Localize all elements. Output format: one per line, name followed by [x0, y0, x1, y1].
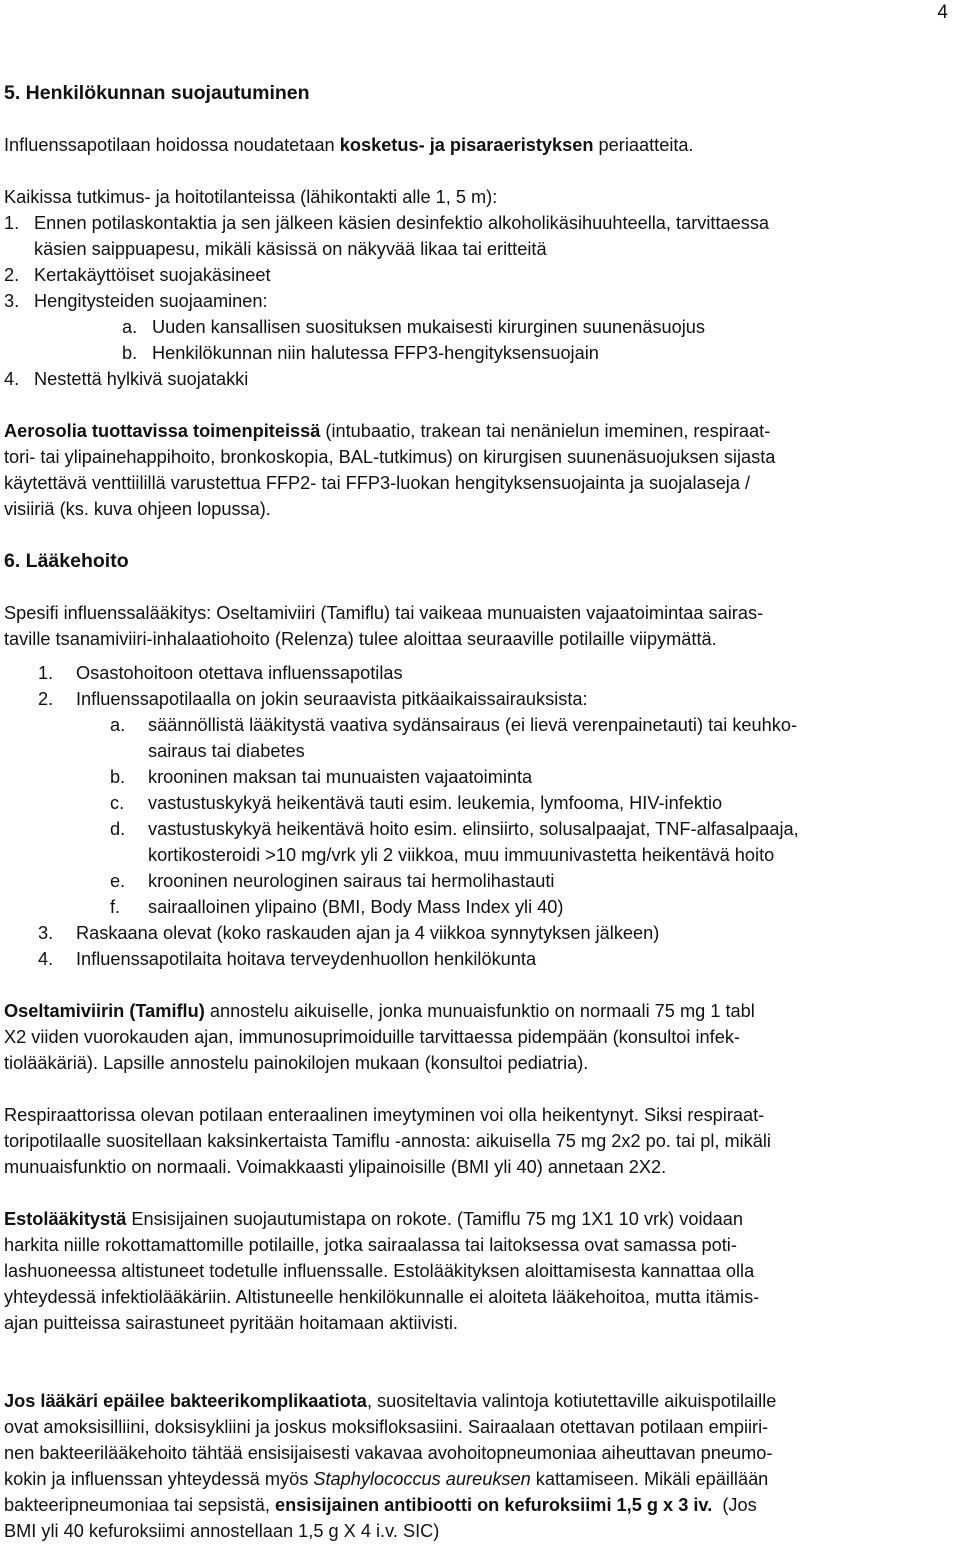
page-number: 4 — [937, 2, 948, 23]
jos-line-5c: (Jos — [712, 1495, 757, 1515]
specific-treatment-paragraph — [4, 600, 958, 652]
section-6-heading: 6. Lääkehoito — [4, 550, 129, 572]
condition-b: b. krooninen maksan tai munuaisten vajaatoiminta — [38, 764, 958, 790]
list-item-2 — [4, 262, 958, 288]
indication-1: 1. Osastohoitoon otettava influenssapotilas — [38, 660, 958, 686]
indication-text: Influenssapotilaita hoitava terveydenhuollon henkilökunta — [76, 949, 537, 969]
condition-text: sairaalloinen ylipaino (BMI, Body Mass Index yli 40) — [148, 897, 564, 917]
intro-bold: kosketus- ja pisaraeristyksen — [339, 135, 594, 155]
indication-text: Raskaana olevat (koko raskauden ajan ja 4 viikkoa synnytyksen jälkeen) — [76, 923, 660, 943]
item-text: Hengitysteiden suojaaminen: — [34, 291, 268, 311]
condition-e: e. krooninen neurologinen sairaus tai hermolihastauti — [38, 868, 958, 894]
aerosol-bold: Aerosolia tuottavissa toimenpiteissä — [4, 421, 321, 441]
bacterial-bold: Jos lääkäri epäilee bakteerikomplikaatiota — [4, 1391, 367, 1411]
p1-line-1: Spesifi influenssalääkitys: Oseltamiviiri (Tamiflu) tai vaikeaa munuaisten vajaatoimintaa sairas- — [4, 603, 764, 623]
condition-text: vastustuskykyä heikentävä hoito esim. elinsiirto, solusalpaajat, TNF-alfasalpaaja, — [148, 819, 799, 839]
staphylococcus-italic: Staphylococcus aureuksen — [313, 1469, 531, 1489]
condition-text: krooninen neurologinen sairaus tai hermolihastauti — [148, 871, 555, 891]
indication-2: 2. Influenssapotilaalla on jokin seuraavista pitkäaikaissairauksista: — [38, 686, 958, 712]
condition-f: f. sairaalloinen ylipaino (BMI, Body Mass Index yli 40) — [38, 894, 958, 920]
resp-line-3: munuaisfunktio on normaali. Voimakkaasti ylipainoisille (BMI yli 40) annetaan 2X2. — [4, 1157, 667, 1177]
situations-lead: Kaikissa tutkimus- ja hoitotilanteissa (lähikontakti alle 1, 5 m): — [4, 187, 498, 207]
item-letter: a. — [122, 317, 138, 337]
jos-line-6: BMI yli 40 kefuroksiimi annostellaan 1,5 g X 4 i.v. SIC) — [4, 1521, 440, 1541]
jos-line-4a: kokin ja influenssan yhteydessä myös — [4, 1469, 314, 1489]
jos-line-3: nen bakteerilääkehoito tähtää ensisijaisesti vakavaa avohoitopneumoniaa aiheuttavan pneumo- — [4, 1443, 773, 1463]
jos-line-5a: bakteeripneumoniaa tai sepsistä, — [4, 1495, 275, 1515]
respirator-paragraph — [4, 1102, 958, 1180]
aerosol-line-1: (intubaatio, trakean tai nenänielun imeminen, respiraat- — [320, 421, 771, 441]
esto-line-5: ajan puitteissa sairastuneet pyritään hoitamaan aktiivisti. — [4, 1313, 458, 1333]
item-text: Nestettä hylkivä suojatakki — [34, 369, 249, 389]
indication-text: Osastohoitoon otettava influenssapotilas — [76, 663, 403, 683]
intro-end: periaatteita. — [593, 135, 694, 155]
item-number: 3. — [4, 291, 20, 311]
protection-list — [4, 210, 958, 392]
condition-text: vastustuskykyä heikentävä tauti esim. leukemia, lymfooma, HIV-infektio — [148, 793, 723, 813]
jos-line-2: ovat amoksisilliini, doksisykliini ja joskus moksifloksasiini. Sairaalaan otettavan potilaan empiiri- — [4, 1417, 769, 1437]
bacterial-complication-paragraph — [4, 1388, 958, 1544]
osel-line-1: annostelu aikuiselle, jonka munuaisfunktio on normaali 75 mg 1 tabl — [204, 1001, 755, 1021]
jos-line-1: , suositeltavia valintoja kotiutettaville aikuispotilaille — [366, 1391, 777, 1411]
resp-line-1: Respiraattorissa olevan potilaan enteraalinen imeytyminen voi olla heikentynyt. Siksi respiraat- — [4, 1105, 765, 1125]
condition-text: säännöllistä lääkitystä vaativa sydänsairaus (ei lievä verenpainetauti) tai keuhko- — [148, 715, 798, 735]
item-text-cont: käsien saippuapesu, mikäli käsissä on näkyvää likaa tai eritteitä — [34, 239, 547, 259]
osel-line-2: X2 viiden vuorokauden ajan, immunosuprimoiduille tarvittaessa pidempään (konsultoi infek- — [4, 1027, 740, 1047]
indication-4: 4. Influenssapotilaita hoitava terveydenhuollon henkilökunta — [38, 946, 958, 972]
list-subitem-b — [4, 340, 958, 366]
aerosol-line-3: käytettävä venttiilillä varustettua FFP2- tai FFP3-luokan hengityksensuojainta ja suojalaseja / — [4, 473, 751, 493]
list-subitem-a — [4, 314, 958, 340]
indication-3: 3. Raskaana olevat (koko raskauden ajan ja 4 viikkoa synnytyksen jälkeen) — [38, 920, 958, 946]
esto-line-4: yhteydessä infektiolääkäriin. Altistuneelle henkilökunnalle ei aloiteta lääkehoitoa, mutta itämis- — [4, 1287, 760, 1307]
section-5-heading: 5. Henkilökunnan suojautuminen — [4, 82, 310, 104]
item-text: Kertakäyttöiset suojakäsineet — [34, 265, 271, 285]
oseltamivir-paragraph — [4, 998, 958, 1076]
list-item-4 — [4, 366, 958, 392]
esto-line-3: lashuoneessa altistuneet todetulle influenssalle. Estolääkityksen aloittamisesta kannattaa olla — [4, 1261, 755, 1281]
list-item-3 — [4, 288, 958, 314]
osel-line-3: tiolääkäriä). Lapsille annostelu painokilojen mukaan (konsultoi pediatria). — [4, 1053, 589, 1073]
condition-text: krooninen maksan tai munuaisten vajaatoiminta — [148, 767, 533, 787]
indication-list — [4, 660, 958, 972]
prophylaxis-bold: Estolääkitystä — [4, 1209, 127, 1229]
aerosol-line-4: visiiriä (ks. kuva ohjeen lopussa). — [4, 499, 271, 519]
item-letter: b. — [122, 343, 138, 363]
contact-precautions-paragraph — [4, 132, 958, 158]
aerosol-paragraph — [4, 418, 958, 522]
p1-line-2: taville tsanamiviiri-inhalaatiohoito (Relenza) tulee aloittaa seuraaville potilaille viipymättä. — [4, 629, 717, 649]
jos-line-4b: kattamiseen. Mikäli epäillään — [530, 1469, 769, 1489]
prophylaxis-paragraph — [4, 1206, 958, 1336]
condition-text-cont: sairaus tai diabetes — [148, 741, 305, 761]
aerosol-line-2: tori- tai ylipainehappihoito, bronkoskopia, BAL-tutkimus) on kirurgisen suunenäsuojuksen sijasta — [4, 447, 776, 467]
condition-text-cont: kortikosteroidi >10 mg/vrk yli 2 viikkoa, muu immuunivastetta heikentävä hoito — [148, 845, 775, 865]
item-number: 1. — [4, 213, 20, 233]
antibiotic-bold: ensisijainen antibiootti on kefuroksiimi 1,5 g x 3 iv. — [274, 1495, 713, 1515]
item-text: Uuden kansallisen suosituksen mukaisesti kirurginen suunenäsuojus — [152, 317, 706, 337]
resp-line-2: toripotilaalle suositellaan kaksinkertaista Tamiflu -annosta: aikuisella 75 mg 2x2 po. tai pl, mikäli — [4, 1131, 771, 1151]
condition-c: c. vastustuskykyä heikentävä tauti esim. leukemia, lymfooma, HIV-infektio — [38, 790, 958, 816]
item-number: 2. — [4, 265, 20, 285]
item-text: Henkilökunnan niin halutessa FFP3-hengityksensuojain — [152, 343, 599, 363]
condition-d: d. vastustuskykyä heikentävä hoito esim. elinsiirto, solusalpaajat, TNF-alfasalpaaja, kortikosteroidi >10 mg/vrk yli 2 viikkoa, muu immuunivastetta heikentävä hoito — [38, 816, 958, 868]
condition-a: a. säännöllistä lääkitystä vaativa sydänsairaus (ei lievä verenpainetauti) tai keuhko- sairaus tai diabetes — [38, 712, 958, 764]
esto-line-2: harkita niille rokottamattomille potilaille, jotka sairaalassa tai laitoksessa ovat samassa poti- — [4, 1235, 737, 1255]
item-text: Ennen potilaskontaktia ja sen jälkeen käsien desinfektio alkoholikäsihuuhteella, tarvittaessa — [34, 213, 770, 233]
oseltamivir-bold: Oseltamiviirin (Tamiflu) — [4, 1001, 205, 1021]
list-item-1 — [4, 210, 958, 262]
indication-text: Influenssapotilaalla on jokin seuraavista pitkäaikaissairauksista: — [76, 689, 588, 709]
intro-text: Influenssapotilaan hoidossa noudatetaan — [4, 135, 340, 155]
document-body — [4, 80, 958, 1544]
esto-line-1: Ensisijainen suojautumistapa on rokote. (Tamiflu 75 mg 1X1 10 vrk) voidaan — [126, 1209, 744, 1229]
item-number: 4. — [4, 369, 20, 389]
